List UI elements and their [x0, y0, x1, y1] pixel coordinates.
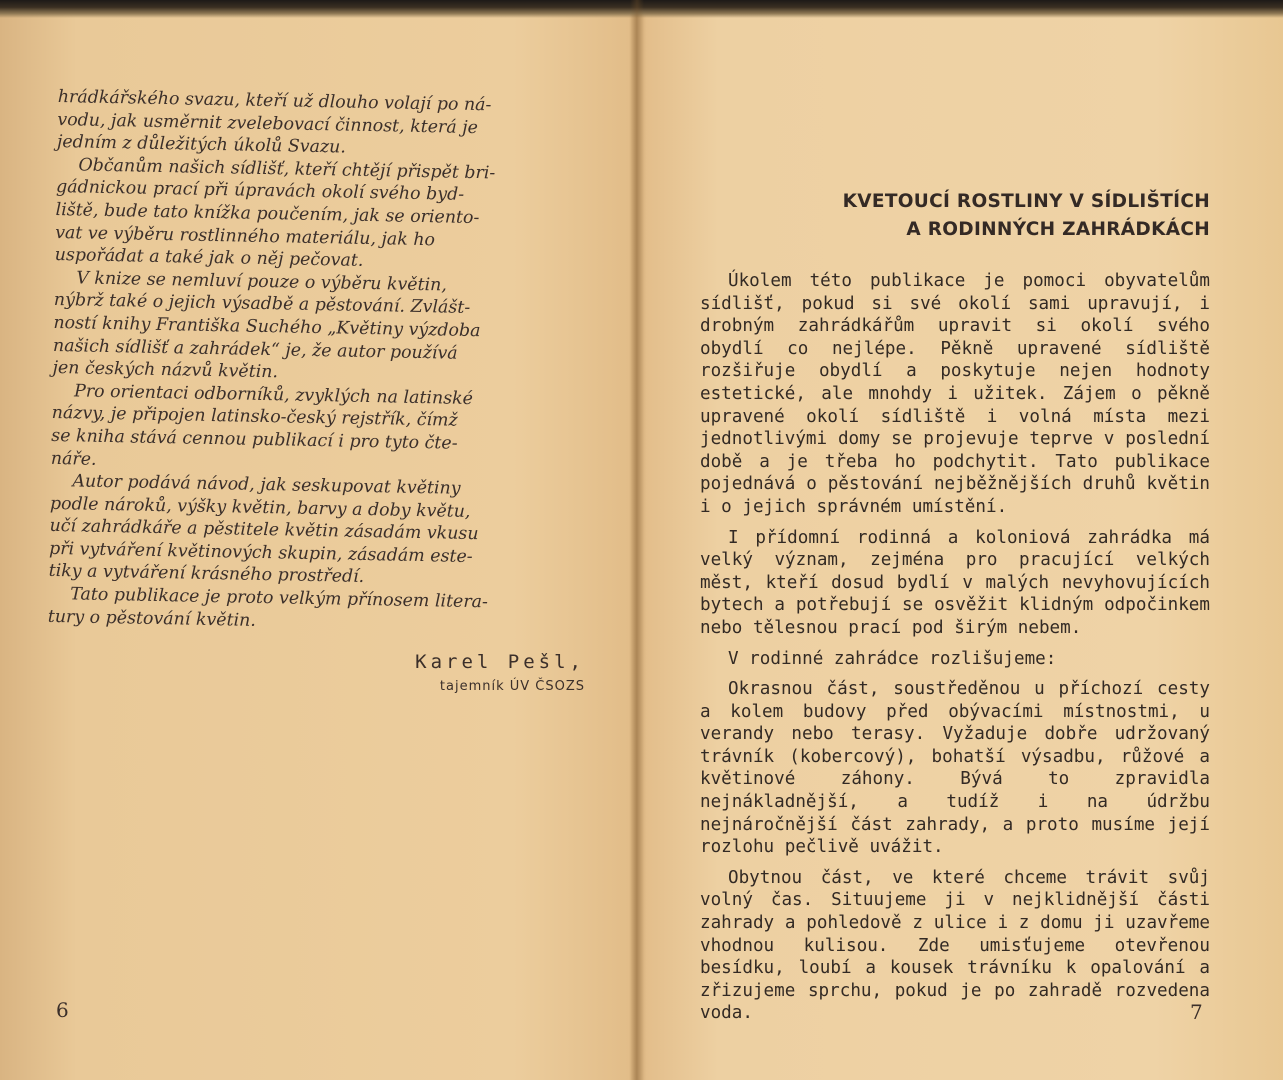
signature-title: tajemník ÚV ČSOZS: [439, 679, 585, 694]
signature-block: [395, 648, 585, 698]
foreword-line: našich sídlišť a zahrádek“ je, že autor používá: [52, 335, 458, 364]
foreword-line: Občanům našich sídlišť, kteří chtějí přispět bri-: [78, 155, 496, 184]
foreword-line: jedním z důležitých úkolů Svazu.: [56, 132, 347, 158]
chapter-body: [700, 270, 1210, 1033]
foreword-line: Autor podává návod, jak seskupovat květiny: [72, 471, 461, 499]
body-paragraph: Úkolem této publikace je pomoci obyvatelům sídlišť, pokud si své okolí sami upravují, i drobným zahrádkářům upravit si okolí svého obydlí co nejlépe. Pěkně upravené sídliště rozšiřuje obydlí a poskytuje nejen hodnoty estetické, ale mnohdy i užitek. Zájem o pěkně upravené okolí sídliště i volná místa mezi jednotlivými domy se projevuje teprve v poslední době a je třeba ho podchytit. Tato publikace pojednává o pěstování nejběžnějších druhů květin i o jejich správném umístění.: [700, 271, 1210, 517]
foreword-line: podle nároků, výšky květin, barvy a doby květu,: [49, 493, 471, 522]
signature-name: Karel Pešl,: [415, 651, 585, 673]
body-paragraph: Okrasnou část, soustředěnou u příchozí cesty a kolem budovy před obývacími místnostmi, u verandy nebo terasy. Vyžaduje dobře udržovaný trávník (kobercový), bohatší výsadbu, růžové a květinové záhony. Bývá to zpravidla nejnákladnější, a tudíž i na údržbu nejnáročnější část zahrady, a proto musíme její rozlohu pečlivě uvážit.: [700, 679, 1210, 858]
left-page: [0, 0, 636, 1080]
foreword-line: náře.: [50, 448, 97, 470]
body-paragraph: I přídomní rodinná a koloniová zahrádka má velký význam, zejména pro pracující velkých měst, kteří dosud bydlí v malých nevyhovujících bytech a potřebují se osvěžit klidným odpočinkem nebo tělesnou prací pod širým nebem.: [700, 527, 1210, 638]
foreword-line: tiky a vytváření krásného prostředí.: [48, 561, 365, 588]
foreword-text: [48, 86, 588, 638]
chapter-heading-line: KVETOUCÍ ROSTLINY V SÍDLIŠTÍCH: [842, 191, 1210, 212]
foreword-line: nýbrž také o jejich výsadbě a pěstování. Zvlášt-: [53, 290, 471, 319]
foreword-line: učí zahrádkáře a pěstitele květin zásadám vkusu: [49, 516, 479, 545]
foreword-line: uspořádat a také jak o něj pečovat.: [54, 245, 364, 272]
page-number-right: 7: [1190, 1000, 1203, 1024]
foreword-line: Pro orientaci odborníků, zvyklých na latinské: [73, 381, 474, 409]
foreword-line: při vytváření květinových skupin, zásadám este-: [48, 538, 473, 567]
foreword-line: vodu, jak usměrnit zvelebovací činnost, která je: [57, 109, 479, 138]
chapter-heading-line: A RODINNÝCH ZAHRÁDKÁCH: [906, 219, 1210, 240]
foreword-line: se kniha stává cennou publikací i pro tyto čte-: [51, 425, 458, 454]
chapter-heading: [740, 188, 1210, 244]
foreword-line: ností knihy Františka Suchého „Květiny výzdoba: [53, 312, 481, 342]
foreword-line: Tato publikace je proto velkým přínosem litera-: [70, 584, 489, 613]
body-paragraph: V rodinné zahrádce rozlišujeme:: [728, 648, 1057, 669]
foreword-line: V knize se nemluví pouze o výběru květin,: [76, 268, 448, 296]
foreword-line: jen českých názvů květin.: [52, 358, 279, 383]
page-number-left: 6: [56, 998, 69, 1022]
foreword-line: vat ve výběru rostlinného materiálu, jak ho: [54, 222, 436, 250]
right-page: [640, 0, 1283, 1080]
body-paragraph: Obytnou část, ve které chceme trávit svůj volný čas. Situujeme ji v nejklidnější části zahrady a pohledově z ulice i z domu ji uzavřeme vhodnou kulisou. Zde umisťujeme otevřenou besídku, loubí a kousek trávníku k opalování a zřizujeme sprchu, pokud je po zahradě rozvedena voda.: [700, 867, 1210, 1024]
foreword-line: gádnickou prací při úpravách okolí svého byd-: [55, 177, 465, 206]
foreword-line: hrádkářského svazu, kteří už dlouho volají po ná-: [57, 86, 492, 116]
foreword-line: liště, bude tato knížka poučením, jak se oriento-: [55, 199, 480, 229]
foreword-line: názvy, je připojen latinsko-český rejstřík, čímž: [51, 403, 458, 432]
foreword-line: tury o pěstování květin.: [47, 606, 257, 631]
